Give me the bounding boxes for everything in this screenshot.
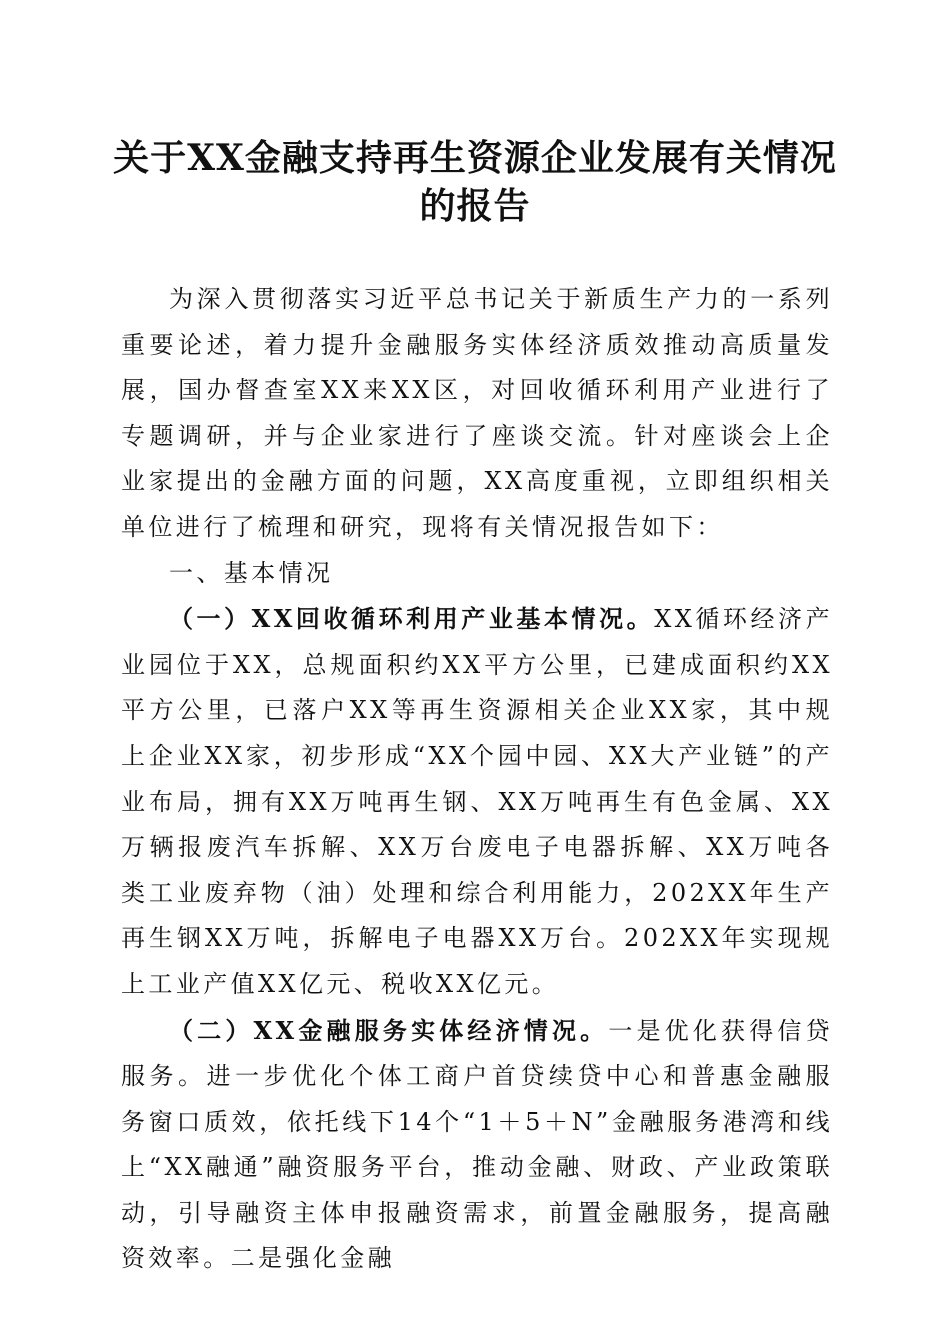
title-line-1: 关于XX金融支持再生资源企业发展有关情况 xyxy=(113,137,837,179)
subsection-1-text: XX循环经济产业园位于XX，总规面积约XX平方公里，已建成面积约XX平方公里，已落户XX等再生资源相关企业XX家，其中规上企业XX家，初步形成“XX个园中园、XX大产业链”的产业布局，拥有XX万吨再生钢、XX万吨再生有色金属、XX万辆报废汽车拆解、XX万台废电子电器拆解、XX万吨各类工业废弃物（油）处理和综合利用能力，202XX年生产再生钢XX万吨，拆解电子电器XX万台。202XX年实现规上工业产值XX亿元、税收XX亿元。 xyxy=(121,605,833,998)
subsection-1-title: （一）XX回收循环利用产业基本情况。 xyxy=(169,604,655,634)
subsection-2-title: （二）XX金融服务实体经济情况。 xyxy=(169,1015,609,1045)
title-line-2: 的报告 xyxy=(419,185,531,227)
subsection-2-text: 一是优化获得信贷服务。进一步优化个体工商户首贷续贷中心和普惠金融服务窗口质效，依托线下14个“1＋5＋N”金融服务港湾和线上“XX融通”融资服务平台，推动金融、财政、产业政策联动，引导融资主体申报融资需求，前置金融服务，提高融资效率。二是强化金融 xyxy=(121,1016,833,1273)
document-title xyxy=(100,134,850,230)
subsection-2-paragraph xyxy=(121,1008,833,1283)
document-body xyxy=(121,277,833,1282)
section-heading-basic-situation: 一、基本情况 xyxy=(169,558,334,587)
intro-paragraph: 为深入贯彻落实习近平总书记关于新质生产力的一系列重要论述，着力提升金融服务实体经济质效推动高质量发展，国办督查室XX来XX区，对回收循环利用产业进行了专题调研，并与企业家进行了座谈交流。针对座谈会上企业家提出的金融方面的问题，XX高度重视，立即组织相关单位进行了梳理和研究，现将有关情况报告如下： xyxy=(121,285,833,541)
subsection-1-paragraph xyxy=(121,596,833,1007)
